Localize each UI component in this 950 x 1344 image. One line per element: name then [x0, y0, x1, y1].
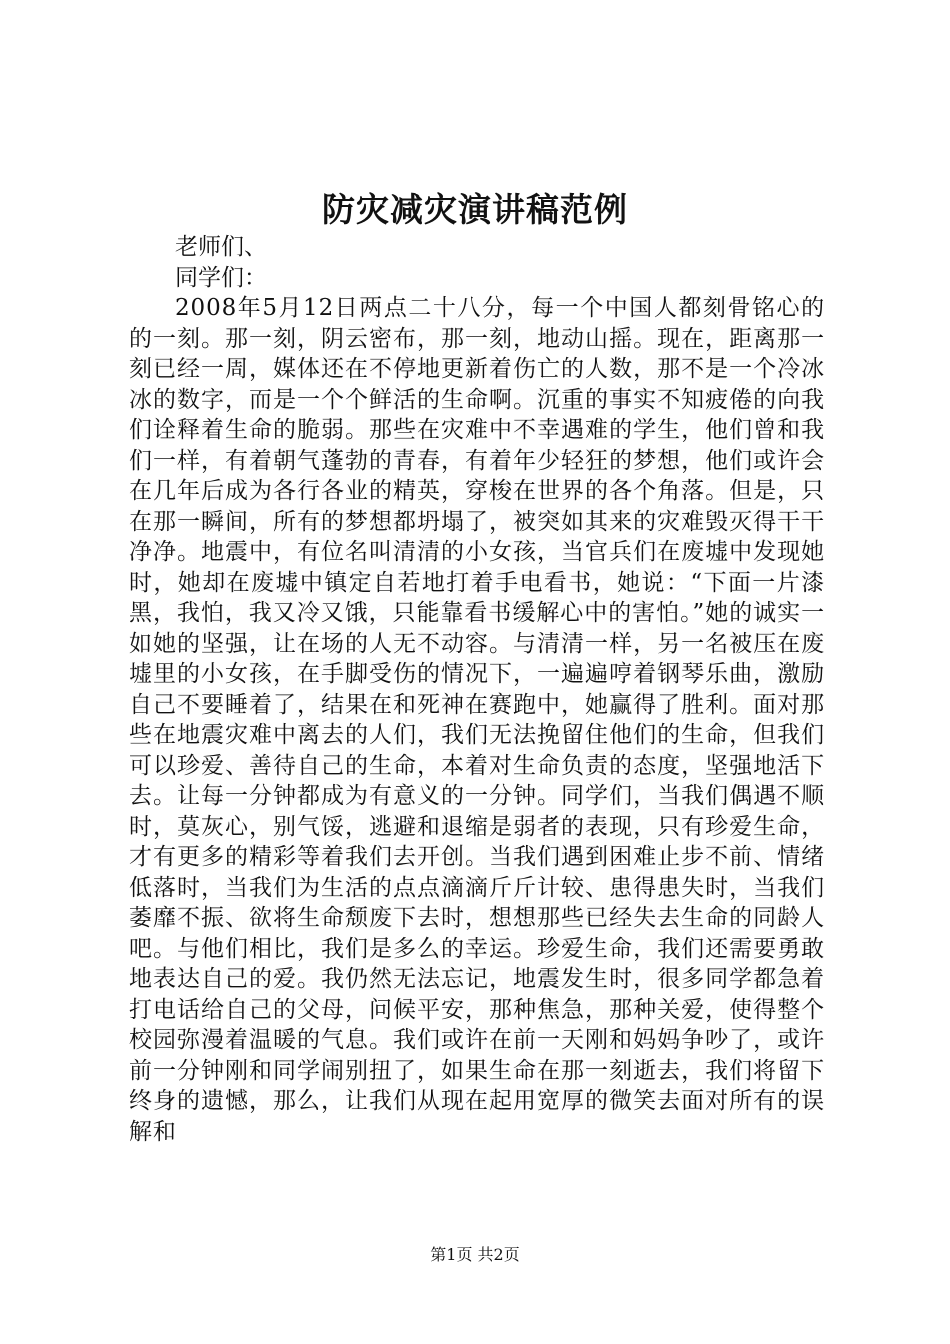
salutation-students: 同学们： — [175, 264, 267, 291]
page-number-footer: 第1页 共2页 — [430, 1245, 520, 1264]
salutation-teachers: 老师们、 — [175, 234, 267, 260]
document-body — [129, 232, 825, 1147]
body-paragraph: 2008年5月12日两点二十八分，每一个中国人都刻骨铭心的的一刻。那一刻，阴云密布，那一刻，地动山摇。现在，距离那一刻已经一周，媒体还在不停地更新着伤亡的人数，那不是一个冷冰冰的数字，而是一个个鲜活的生命啊。沉重的事实不知疲倦的向我们诠释着生命的脆弱。那些在灾难中不幸遇难的学生，他们曾和我们一样，有着朝气蓬勃的青春，有着年少轻狂的梦想，他们或许会在几年后成为各行各业的精英，穿梭在世界的各个角落。但是，只在那一瞬间，所有的梦想都坍塌了，被突如其来的灾难毁灭得干干净净。地震中，有位名叫清清的小女孩，当官兵们在废墟中发现她时，她却在废墟中镇定自若地打着手电看书，她说：“下面一片漆黑，我怕，我又冷又饿，只能靠看书缓解心中的害怕。”她的诚实一如她的坚强，让在场的人无不动容。与清清一样，另一名被压在废墟里的小女孩，在手脚受伤的情况下，一遍遍哼着钢琴乐曲，激励自己不要睡着了，结果在和死神在赛跑中，她赢得了胜利。面对那些在地震灾难中离去的人们，我们无法挽留住他们的生命，但我们可以珍爱、善待自己的生命，本着对生命负责的态度，坚强地活下去。让每一分钟都成为有意义的一分钟。同学们，当我们偶遇不顺时，莫灰心，别气馁，逃避和退缩是弱者的表现，只有珍爱生命，才有更多的精彩等着我们去开创。当我们遇到困难止步不前、情绪低落时，当我们为生活的点点滴滴斤斤计较、患得患失时，当我们萎靡不振、欲将生命颓废下去时，想想那些已经失去生命的同龄人吧。与他们相比，我们是多么的幸运。珍爱生命，我们还需要勇敢地表达自己的爱。我仍然无法忘记，地震发生时，很多同学都急着打电话给自己的父母，问候平安，那种焦急，那种关爱，使得整个校园弥漫着温暖的气息。我们或许在前一天刚和妈妈争吵了，或许前一分钟刚和同学闹别扭了，如果生命在那一刻逝去，我们将留下终身的遗憾，那么，让我们从现在起用宽厚的微笑去面对所有的误解和 — [129, 295, 825, 1145]
document-title: 防灾减灾演讲稿范例 — [322, 190, 628, 229]
